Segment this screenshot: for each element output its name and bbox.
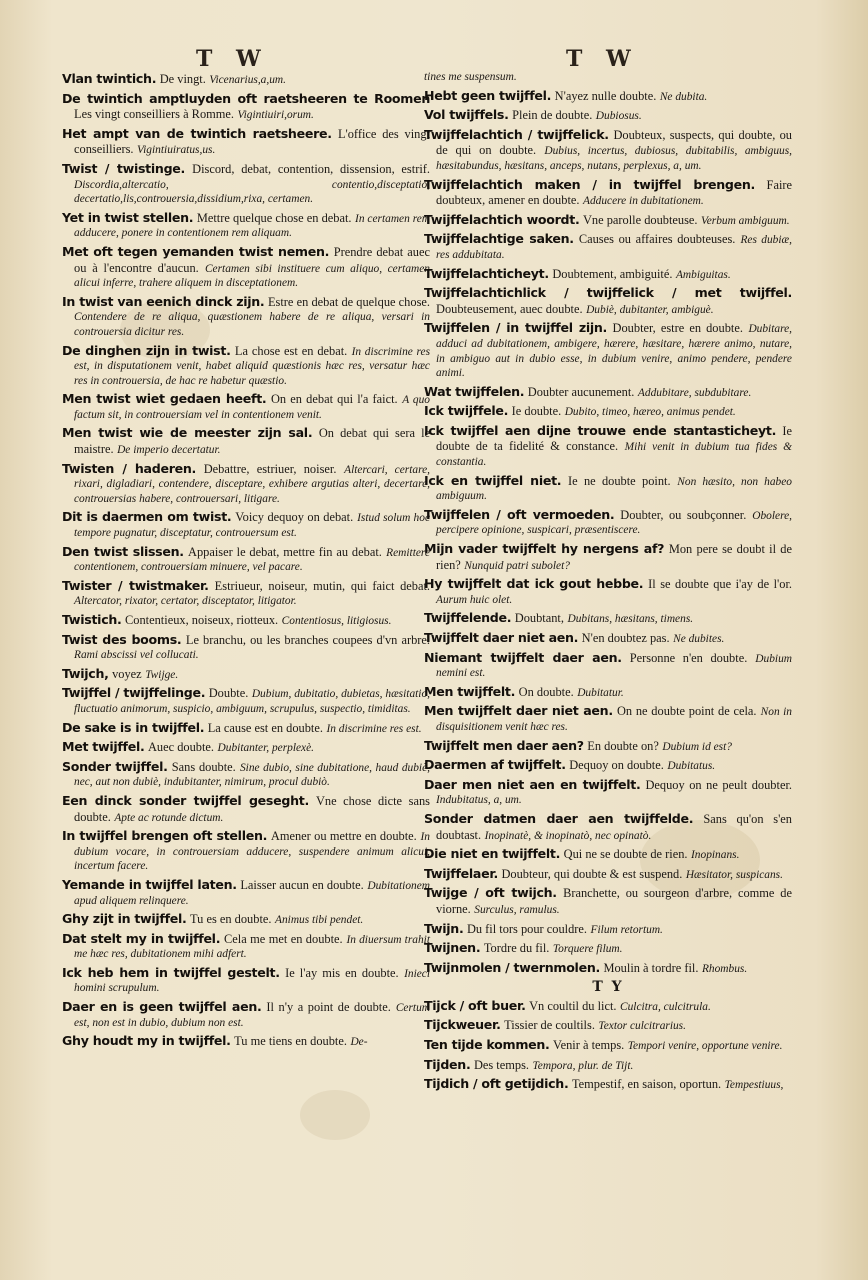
entry-latin: Dubium nemini est. [436,652,792,680]
dictionary-entry [62,686,430,716]
entry-french: Laisser aucun en doubte. [240,877,364,892]
entry-headword: Twijffelachticheyt. [424,265,549,281]
entry-latin: Surculus, ramulus. [474,903,560,916]
entry-headword: Twijch, [62,665,109,681]
entry-french: Branchette, ou sourgeon d'arbre, comme de viorne. [436,886,792,916]
entry-french: En doubte on? [587,738,659,753]
entry-latin: Culcitra, culcitrula. [620,1000,711,1013]
dictionary-entry [424,213,792,229]
entry-latin: Indubitatus, a, um. [436,794,522,807]
entry-latin: Dubium, dubitatio, dubietas, hæsitatio, fluctuatio animorum, suspicio, ambiguum, scrupulus, suspectio, timiditas. [74,688,431,715]
entry-latin: Dubito, timeo, hæreo, animus pendet. [564,406,736,419]
dictionary-entry [62,245,430,291]
entry-latin: Contendere de re aliqua, quæstionem habere de re aliqua, versari in controuersia dicitur res. [74,311,430,338]
entry-french: Dequoy on ne peult doubter. [645,777,792,792]
entry-headword: Twist / twistinge. [62,160,186,176]
entry-latin: Hæsitator, suspicans. [685,868,783,881]
entry-headword: Men twijffelt. [424,683,516,699]
entry-headword: Dat stelt my in twijffel. [62,930,221,946]
entry-french: Personne n'en doubte. [629,650,748,665]
entry-french: Cela me met en doubte. [224,931,343,946]
entry-french: Vn coultil du lict. [529,998,617,1013]
entry-latin: Certum est, non est in dubio, dubium non est. [74,1002,430,1029]
entry-french: Ie l'ay mis en doubte. [285,965,399,980]
dictionary-entry [424,611,792,627]
entry-french: Faire doubteux, amener en doubte. [436,177,793,208]
entry-headword: Twijffelt daer niet aen. [424,630,579,645]
entry-headword: De sake is in twijffel. [62,719,205,735]
entry-latin: Discordia,altercatio, contentio,disceptatio, decertatio,lis,controuersia,dissidium,rixa, certamen. [74,178,430,206]
entry-latin: Inieci homini scrupulum. [74,967,431,995]
entry-french: Qui ne se doubte de rien. [563,847,688,862]
dictionary-entry [424,128,792,174]
entry-latin: A quo factum sit, in controuersiam vel in contentionem venit. [74,394,430,421]
dictionary-entry [62,92,430,123]
entry-french: Tempestif, en saison, oportun. [571,1077,722,1092]
entry-latin: Ne dubita. [659,90,708,103]
entry-french: Le branchu, ou les branches coupees d'vn arbre. [185,632,430,647]
entry-french: Debattre, estriuer, noiser. [203,461,337,476]
entry-headword: Ten tijde kommen. [424,1037,550,1053]
entry-headword: Wat twijffelen. [424,383,525,399]
entry-latin: Tempestiuus, [724,1079,784,1092]
entry-headword: Hy twijffelt dat ick gout hebbe. [424,576,644,592]
entry-french: Mettre quelque chose en debat. [196,210,352,225]
entry-headword: Een dinck sonder twijffel geseght. [62,792,309,808]
entry-headword: In twist van eenich dinck zijn. [62,293,265,309]
dictionary-entry [62,878,430,908]
entry-headword: Daermen af twijffelt. [424,757,566,773]
entry-headword: Ick heb hem in twijffel gestelt. [62,964,280,980]
entry-latin: Inopinatè, & inopinatò, nec opinatò. [484,829,652,842]
entry-french: N'ayez nulle doubte. [554,88,657,103]
entry-latin: De- [350,1036,368,1049]
dictionary-entry [424,404,792,420]
entry-french: Venir à temps. [553,1038,625,1053]
entry-french: Doubteur, qui doubte & est suspend. [501,866,683,881]
entry-french: Du fil tors pour couldre. [466,921,588,936]
entry-french: Tissier de coultils. [504,1018,595,1033]
entry-french: Auec doubte. [147,740,215,755]
entry-headword: Het ampt van de twintich raetsheere. [62,125,332,141]
dictionary-entry [424,508,792,538]
entry-headword: Ick twijffele. [424,403,509,419]
entry-latin: Vicenarius,a,um. [209,74,286,86]
entry-latin: Dubitatus. [667,760,716,773]
entry-latin: Ambiguitas. [675,268,731,281]
entry-headword: Ick twijffel aen dijne trouwe ende stantasticheyt. [424,422,777,438]
dictionary-entry [424,941,792,957]
entry-french: Doubtement, ambiguité. [552,266,673,281]
dictionary-entry [62,633,430,663]
entry-latin: Apte ac rotunde dictum. [114,811,224,824]
dictionary-entry [62,829,430,874]
entry-headword: Vlan twintich. [62,71,157,86]
entry-latin: In discrimine res est. [326,722,422,735]
dictionary-entry [62,127,430,158]
entry-latin: Istud solum hoc tempore pugnatur, disceptatur, controuersum est. [74,512,431,540]
entry-french: Il se doubte que i'ay de l'or. [648,577,792,592]
entry-headword: Twijffelachtich maken / in twijffel brengen. [424,176,756,192]
entry-french: Voicy dequoy on debat. [235,510,354,525]
entry-latin: Inopinans. [691,849,740,862]
dictionary-entry [62,579,430,609]
entry-headword: Men twist wie de meester zijn sal. [62,425,313,441]
right-column [424,70,792,1097]
dictionary-entry [62,966,430,996]
entry-french: Doubter, estre en doubte. [612,321,743,336]
left-column [62,72,430,1054]
entry-french: On debat qui sera le maistre. [74,426,431,457]
entry-french: Tordre du fil. [483,941,550,956]
entry-headword: Twister / twistmaker. [62,577,209,593]
dictionary-entry [424,704,792,734]
entry-headword: De twintich amptluyden oft raetsheeren te Roomen [62,90,430,106]
entry-french: Ie doubte de ta fidelité & constance. [436,423,792,454]
entry-latin: Tempori venire, opportune venire. [627,1040,783,1053]
entry-headword: Twijffelachtige saken. [424,231,574,247]
entry-french: Mon pere se doubt il de rien? [436,542,793,572]
entry-french: Ie ne doubte point. [568,473,671,488]
dictionary-entry [424,474,792,504]
dictionary-entry [424,922,792,938]
entry-french: Ie doubte. [511,404,562,419]
entry-latin: Dubitare, adduci ad dubitationem, ambigere, hærere, hæsitare, hærere animo, nutare, in ambiguo aut in dubio esse, in dubium venire, animo pendere, pendere animi. [436,323,792,380]
entry-headword: Twijffel / twijffelinge. [62,685,206,701]
entry-headword: Twisten / haderen. [62,460,197,476]
dictionary-entry [424,758,792,774]
entry-headword: Niemant twijffelt daer aen. [424,649,622,665]
entry-headword: Tijckweuer. [424,1017,501,1033]
entry-latin: Dubius, incertus, dubiosus, dubitabilis, ambiguus, hæsitabundus, hæsitans, anceps, nutans, perplexus, a, um. [436,145,793,172]
entry-french: Il n'y a point de doubte. [266,1000,391,1015]
dictionary-entry [62,211,430,241]
entry-french: Des temps. [473,1057,529,1072]
dictionary-entry [424,70,792,85]
entry-french: Sans qu'on s'en doubtast. [436,811,792,842]
entry-headword: Men twist wiet gedaen heeft. [62,391,267,407]
entry-french: On en debat qui l'a faict. [270,392,398,407]
dictionary-entry [424,1038,792,1054]
running-head-right: T W [566,46,639,72]
entry-latin: Res dubiæ, res addubitata. [436,234,792,261]
entry-headword: Daer en is geen twijffel aen. [62,999,262,1015]
entry-headword: Men twijffelt daer niet aen. [424,703,613,719]
entry-latin: Rami abscissi vel collucati. [74,649,199,662]
entry-latin: De imperio decertatur. [117,444,221,457]
entry-french: Plein de doubte. [512,108,593,123]
entry-latin: Vigintiuiratus,us. [137,144,216,157]
dictionary-entry [424,577,792,607]
entry-headword: In twijffel brengen oft stellen. [62,828,268,844]
entry-french: Estre en debat de quelque chose. [267,294,430,309]
dictionary-entry [424,886,792,917]
dictionary-entry [62,545,430,575]
entry-latin: tines me suspensum. [424,71,517,83]
dictionary-entry [62,613,430,629]
entry-latin: In discrimine res est, in disputationem venit, habet aliquid quæstionis hæc res, versatur hæc res in controuersia, de hac re habetur quæstio. [74,345,431,387]
entry-headword: Ick en twijffel niet. [424,472,562,488]
entry-latin: Verbum ambiguum. [701,214,790,227]
entry-headword: Hebt geen twijffel. [424,87,552,103]
dictionary-entry [62,794,430,825]
entry-french: Appaiser le debat, mettre fin au debat. [188,544,382,559]
dictionary-entry [62,667,430,683]
entry-latin: Dubitationem apud aliquem relinquere. [74,879,430,907]
entry-french: Discord, debat, contention, dissension, estrif. [192,161,430,176]
dictionary-entry [62,760,430,790]
entry-latin: Dubium id est? [662,740,732,753]
dictionary-entry [62,72,430,88]
entry-headword: Twijffelen / in twijffel zijn. [424,320,608,336]
section-heading: T Y [592,979,624,996]
entry-latin: Mihi venit in dubium tua fides & constantia. [436,441,793,469]
dictionary-entry [62,932,430,962]
entry-headword: Daer men niet aen en twijffelt. [424,776,641,792]
paper-stain [300,1090,370,1140]
entry-french: L'office des vingt conseilliers. [74,126,431,157]
entry-french: Doubte. [208,686,249,701]
entry-french: Sans doubte. [171,759,236,774]
entry-latin: Aurum huic olet. [436,593,513,606]
entry-headword: Twijffelen / oft vermoeden. [424,506,615,522]
dictionary-entry [424,424,792,470]
entry-headword: Ghy houdt my in twijffel. [62,1033,231,1049]
entry-latin: Twijge. [145,668,179,681]
dictionary-entry [424,631,792,647]
entry-headword: Tijden. [424,1056,471,1072]
dictionary-entry [424,999,792,1015]
entry-latin: Adducere in dubitationem. [582,195,704,208]
entry-headword: Twijn. [424,920,464,936]
entry-french: Moulin à tordre fil. [603,960,699,975]
entry-latin: In certamen rem adducere, ponere in contentionem rem aliquam. [74,212,430,240]
entry-latin: Sine dubio, sine dubitatione, haud dubiè, nec, aut non dubiè, indubitanter, nimirum, procul dubiò. [74,761,430,789]
dictionary-entry [62,162,430,207]
dictionary-entry [62,392,430,422]
entry-french: Tu es en doubte. [190,912,272,927]
dictionary-entry [424,286,792,317]
entry-french: Causes ou affaires doubteuses. [578,232,736,247]
entry-french: La cause est en doubte. [207,720,323,735]
dictionary-entry [62,1000,430,1030]
dictionary-entry [424,1058,792,1074]
entry-latin: Remittere contentionem, controuersiam minuere, vel pacare. [74,546,430,574]
entry-headword: Die niet en twijffelt. [424,846,561,862]
dictionary-entry [424,739,792,755]
entry-headword: Twijffelaer. [424,865,498,881]
dictionary-entry [424,108,792,124]
entry-headword: Twijffelachtich woordt. [424,211,580,227]
dictionary-entry [424,267,792,283]
entry-latin: Dubiè, dubitanter, ambiguè. [586,303,714,316]
entry-french: Doubteux, suspects, qui doubte, ou de qui on doubte. [436,127,793,158]
entry-french: On doubte. [518,684,574,699]
entry-latin: Dubitatur. [577,686,624,699]
entry-headword: Den twist slissen. [62,543,184,559]
entry-french: Doubter aucunement. [527,384,635,399]
entry-latin: Dubiosus. [595,110,642,123]
dictionary-entry [62,1034,430,1050]
dictionary-entry [62,912,430,928]
entry-headword: Met oft tegen yemanden twist nemen. [62,243,330,259]
dictionary-entry [62,510,430,540]
entry-headword: Twijnmolen / twernmolen. [424,959,600,975]
dictionary-entry [62,740,430,756]
entry-headword: Twijffelachtichlick / twijffelick / met twijffel. [424,285,792,301]
dictionary-entry [62,426,430,457]
entry-latin: In dubium vocare, in controuersiam adducere, suspendere animum alicui, incertum facere. [74,831,431,873]
entry-french: Doubteusement, auec doubte. [436,301,583,316]
entry-latin: Tempora, plur. de Tijt. [532,1059,634,1072]
entry-headword: Met twijffel. [62,739,145,755]
entry-latin: Non hæsito, non habeo ambiguum. [436,475,792,503]
entry-latin: Animus tibi pendet. [275,914,364,927]
entry-latin: Nunquid patri subolet? [464,559,570,572]
entry-latin: Altercator, rixator, certator, disceptator, litigator. [74,595,297,608]
entry-headword: Vol twijffels. [424,107,509,123]
dictionary-entry [424,961,792,977]
entry-headword: Twistich. [62,612,122,627]
entry-latin: Vigintiuiri,orum. [237,109,314,122]
entry-headword: Yet in twist stellen. [62,209,194,225]
entry-french: Les vingt conseilliers à Romme. [74,107,235,122]
entry-headword: De dinghen zijn in twist. [62,342,231,358]
entry-french: Doubtant, [514,611,564,626]
entry-french: voyez [112,666,142,681]
entry-latin: Certamen sibi instituere cum aliquo, certamen alicui inferre, trahere aliquem in disceptationem. [74,262,430,290]
dictionary-entry [424,542,792,573]
entry-headword: Twijge / oft twijch. [424,885,557,901]
entry-french: Contentieux, noiseux, riotteux. [125,613,279,627]
entry-french: Amener ou mettre en doubte. [270,829,417,844]
entry-french: Vne chose dicte sans doubte. [74,793,430,824]
entry-latin: In diuersum trahit me hæc res, dubitationem mihi adfert. [74,933,430,961]
dictionary-entry [424,847,792,863]
entry-headword: Ghy zijt in twijffel. [62,911,187,927]
entry-headword: Sonder twijffel. [62,758,168,774]
dictionary-entry [424,232,792,262]
dictionary-entry [424,1077,792,1093]
entry-latin: Addubitare, subdubitare. [637,386,752,399]
entry-headword: Tijck / oft buer. [424,997,526,1013]
entry-latin: Altercari, certare, rixari, digladiari, contendere, disceptare, exhibere argutias alteri, decertare, controuersias habere, controuersari, litigare. [74,463,430,505]
dictionary-entry [424,812,792,843]
entry-latin: Ne dubites. [673,633,725,645]
entry-french: Dequoy on doubte. [569,758,664,773]
entry-french: Estriueur, noiseur, mutin, qui faict debat. [214,578,431,593]
entry-french: De vingt. [159,72,206,86]
entry-latin: Contentiosus, litigiosus. [281,615,392,627]
entry-headword: Twijnen. [424,940,481,956]
dictionary-entry [424,321,792,380]
entry-headword: Yemande in twijffel laten. [62,876,237,892]
dictionary-entry [424,778,792,808]
dictionary-entry [424,651,792,681]
dictionary-entry [424,685,792,701]
entry-french: Vne parolle doubteuse. [582,212,698,227]
dictionary-entry [62,295,430,340]
entry-french: Prendre debat auec ou à l'encontre d'aucun. [74,244,430,275]
entry-latin: Torquere filum. [552,943,623,956]
running-head-left: T W [196,46,269,72]
entry-latin: Non in disquisitionem venit hæc res. [436,706,793,733]
entry-french: On ne doubte point de cela. [616,704,757,719]
entry-headword: Twijffelt men daer aen? [424,737,584,753]
entry-headword: Sonder datmen daer aen twijffelde. [424,810,694,826]
dictionary-entry [62,344,430,389]
dictionary-entry [424,89,792,105]
entry-headword: Tijdich / oft getijdich. [424,1076,569,1092]
entry-latin: Textor culcitrarius. [598,1020,686,1033]
entry-french: Doubter, ou soubçonner. [620,507,747,522]
entry-latin: Rhombus. [701,962,748,975]
entry-latin: Dubitans, hæsitans, timens. [567,613,694,626]
entry-french: La chose est en debat. [234,343,348,358]
entry-french: Tu me tiens en doubte. [234,1034,347,1049]
dictionary-entry [424,178,792,209]
entry-headword: Twijffelende. [424,610,512,626]
dictionary-entry [424,867,792,883]
dictionary-entry [62,721,430,737]
dictionary-entry [424,1018,792,1034]
entry-headword: Twijffelachtich / twijffelick. [424,126,609,142]
dictionary-entry [424,385,792,401]
entry-latin: Obolere, percipere opinione, suspicari, præsentiscere. [436,509,793,537]
entry-french: N'en doubtez pas. [581,631,670,645]
entry-latin: Filum retortum. [590,923,663,936]
dictionary-entry [62,462,430,507]
entry-headword: Dit is daermen om twist. [62,509,232,525]
entry-latin: Dubitanter, perplexè. [217,742,315,755]
entry-headword: Mijn vader twijffelt hy nergens af? [424,541,665,557]
entry-headword: Twist des booms. [62,631,182,647]
